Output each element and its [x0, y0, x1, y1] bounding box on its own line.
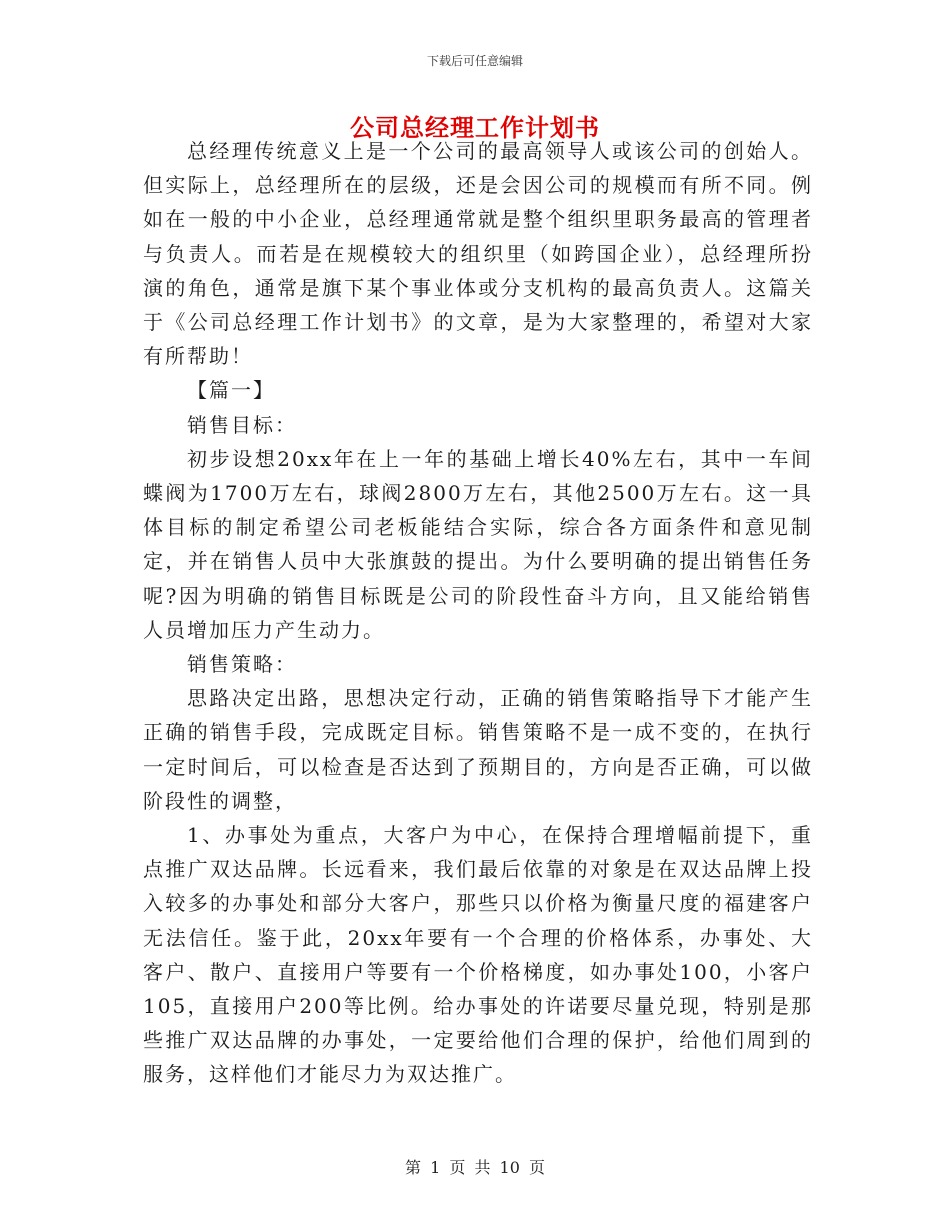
- page-footer-number: 第 1 页 共 10 页: [405, 1158, 545, 1177]
- sales-target-paragraph: 初步设想20xx年在上一年的基础上增长40%左右，其中一车间蝶阀为1700万左右，球阀2800万左右，其他2500万左右。这一具体目标的制定希望公司老板能结合实际，综合各方面条件和意见制定，并在销售人员中大张旗鼓的提出。为什么要明确的提出销售任务呢?因为明确的销售目标既是公司的阶段性奋斗方向，且又能给销售人员增加压力产生动力。: [143, 446, 813, 642]
- document-title: 公司总经理工作计划书: [350, 113, 600, 142]
- section-heading-part-one: 【篇一】: [187, 378, 275, 403]
- intro-paragraph: 总经理传统意义上是一个公司的最高领导人或该公司的创始人。但实际上，总经理所在的层级，还是会因公司的规模而有所不同。例如在一般的中小企业，总经理通常就是整个组织里职务最高的管理者与负责人。而若是在规模较大的组织里（如跨国企业），总经理所扮演的角色，通常是旗下某个事业体或分支机构的最高负责人。这篇关于《公司总经理工作计划书》的文章，是为大家整理的，希望对大家有所帮助！: [143, 139, 813, 369]
- sales-strategy-paragraph: 思路决定出路，思想决定行动，正确的销售策略指导下才能产生正确的销售手段，完成既定目标。销售策略不是一成不变的，在执行一定时间后，可以检查是否达到了预期目的，方向是否正确，可以做阶段性的调整，: [143, 686, 813, 813]
- document-body: [143, 134, 813, 1092]
- subheading-sales-target: 销售目标：: [187, 412, 297, 437]
- page-header-note: 下载后可任意编辑: [426, 54, 523, 68]
- subheading-sales-strategy: 销售策略：: [187, 652, 297, 677]
- strategy-point-one-paragraph: 1、办事处为重点，大客户为中心，在保持合理增幅前提下，重点推广双达品牌。长远看来，我们最后依靠的对象是在双达品牌上投入较多的办事处和部分大客户，那些只以价格为衡量尺度的福建客户无法信任。鉴于此，20xx年要有一个合理的价格体系，办事处、大客户、散户、直接用户等要有一个价格梯度，如办事处100，小客户105，直接用户200等比例。给办事处的许诺要尽量兑现，特别是那些推广双达品牌的办事处，一定要给他们合理的保护，给他们周到的服务，这样他们才能尽力为双达推广。: [143, 823, 813, 1087]
